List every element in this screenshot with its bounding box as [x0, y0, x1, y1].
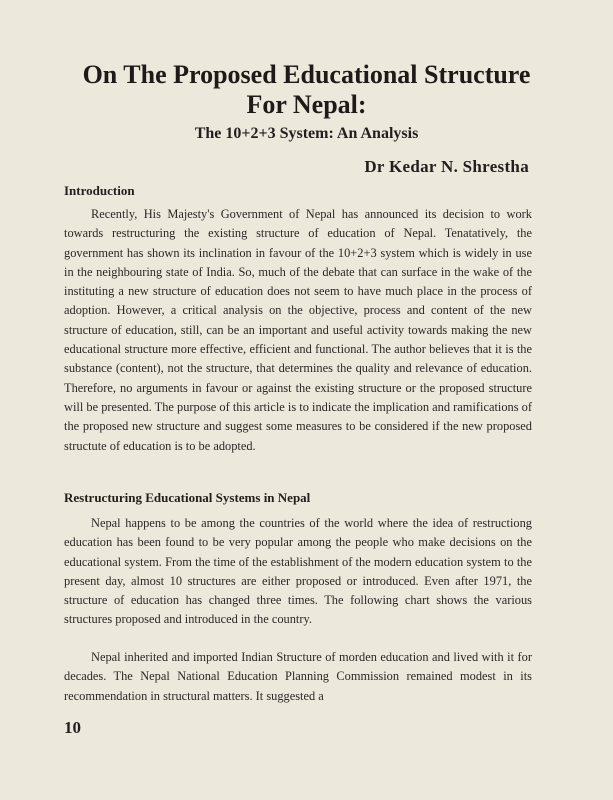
title-line-2: For Nepal:: [246, 90, 367, 119]
restructuring-paragraph-1: Nepal happens to be among the countries of the world where the idea of restructiong education has been found to be very popular among the people who make decisions on the educational system. From the time of the establishment of the modern education system to the present day, almost 10 structures are either proposed or introduced. Even after 1971, the structure of education has changed three times. The following chart shows the various structures proposed and introduced in the country.: [64, 516, 532, 627]
article-subtitle: The 10+2+3 System: An Analysis: [194, 125, 419, 142]
introduction-heading: Introduction: [64, 183, 135, 198]
restructuring-heading: Restructuring Educational Systems in Nepal: [64, 490, 311, 505]
restructuring-paragraph-2: Nepal inherited and imported Indian Structure of morden education and lived with it for decades. The Nepal National Education Planning Commission remained modest in its recommendation in structural matters. It suggested a: [64, 650, 532, 703]
introduction-paragraph: Recently, His Majesty's Government of Nepal has announced its decision to work towards restructuring the existing structure of education of Nepal. Tenatatively, the government has shown its inclination in favour of the 10+2+3 system which is widely in use in the neighbouring state of India. So, much of the debate that can surface in the wake of the instituting a new structure of education does not seem to have much place in the process of adoption. However, a critical analysis on the objective, process and content of the new structure of education, still, can be an important and useful activity towards making the new educational structure more effective, efficient and functional. The author believes that it is the substance (content), not the structure, that determines the quality and relevance of education. Therefore, no arguments in favour or against the existing structure or the proposed structure will be presented. The purpose of this article is to indicate the implication and ramifications of the proposed new structure and suggest some measures to be considered if the new proposed structute of education is to be adopted.: [64, 207, 532, 453]
article-title: [0, 60, 613, 120]
page-number: 10: [64, 718, 81, 737]
author-name: Dr Kedar N. Shrestha: [364, 157, 529, 176]
title-line-1: On The Proposed Educational Structure: [82, 60, 531, 89]
